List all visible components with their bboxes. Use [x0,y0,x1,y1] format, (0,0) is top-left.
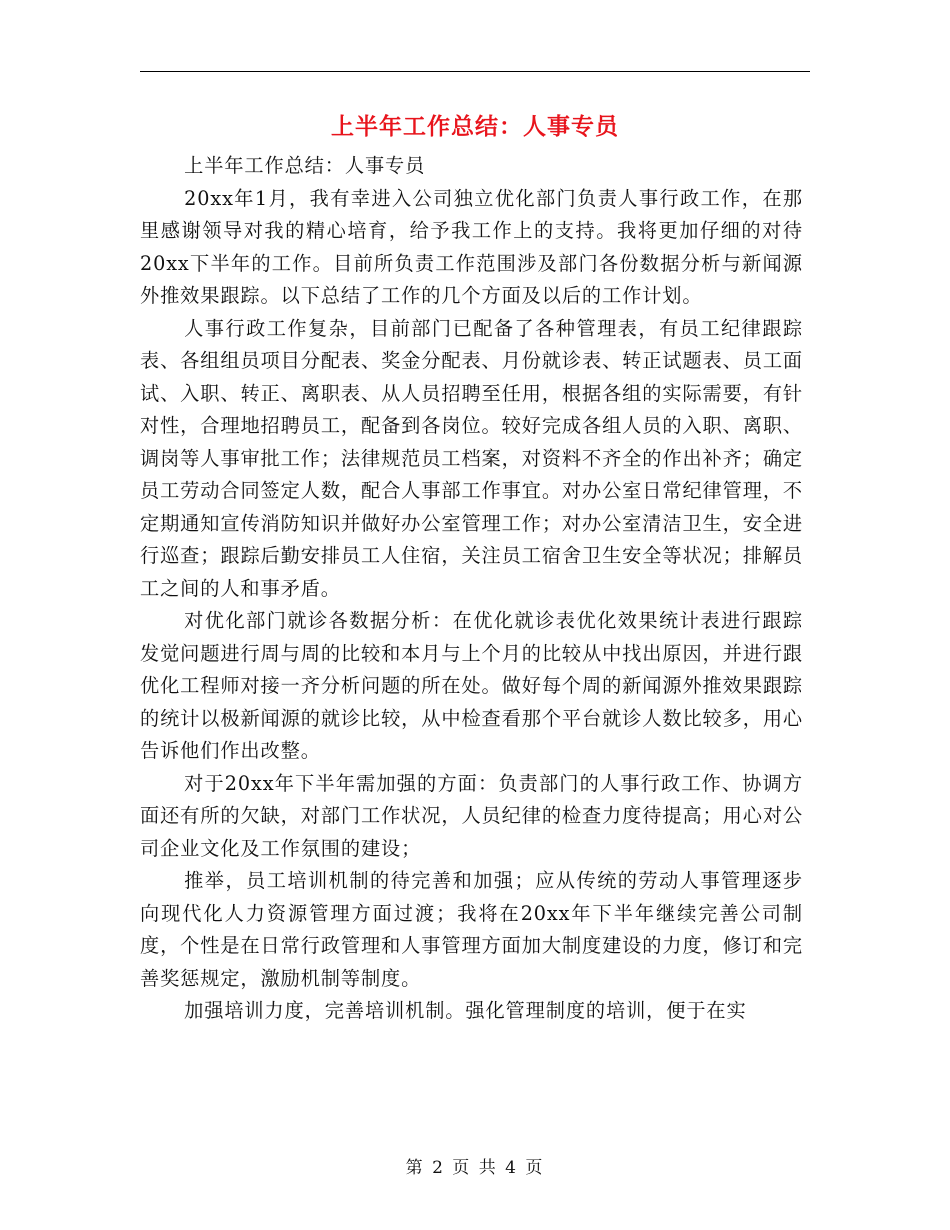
document-body [140,150,803,1028]
page-footer: 第 2 页 共 4 页 [405,1158,545,1178]
paragraph: 人事行政工作复杂，目前部门已配备了各种管理表，有员工纪律跟踪表、各组组员项目分配表、奖金分配表、月份就诊表、转正试题表、员工面试、入职、转正、离职表、从人员招聘至任用，根据各组的实际需要，有针对性，合理地招聘员工，配备到各岗位。较好完成各组人员的入职、离职、调岗等人事审批工作；法律规范员工档案，对资料不齐全的作出补齐；确定员工劳动合同签定人数，配合人事部工作事宜。对办公室日常纪律管理，不定期通知宣传消防知识并做好办公室管理工作；对办公室清洁卫生，安全进行巡查；跟踪后勤安排员工人住宿，关注员工宿舍卫生安全等状况；排解员工之间的人和事矛盾。 [140,316,803,600]
paragraph: 加强培训力度，完善培训机制。强化管理制度的培训，便于在实 [184,999,747,1022]
paragraph: 20xx年1月，我有幸进入公司独立优化部门负责人事行政工作，在那里感谢领导对我的精心培育，给予我工作上的支持。我将更加仔细的对待20xx下半年的工作。目前所负责工作范围涉及部门各份数据分析与新闻源外推效果跟踪。以下总结了工作的几个方面及以后的工作计划。 [140,186,803,307]
paragraph: 上半年工作总结：人事专员 [184,154,426,177]
paragraph: 对于20xx年下半年需加强的方面：负责部门的人事行政工作、协调方面还有所的欠缺，对部门工作状况，人员纪律的检查力度待提高；用心对公司企业文化及工作氛围的建设； [140,771,803,860]
document-title: 上半年工作总结：人事专员 [331,113,619,140]
top-rule [140,71,810,72]
paragraph: 对优化部门就诊各数据分析：在优化就诊表优化效果统计表进行跟踪发觉问题进行周与周的比较和本月与上个月的比较从中找出原因，并进行跟优化工程师对接一齐分析问题的所在处。做好每个周的新闻源外推效果跟踪的统计以极新闻源的就诊比较，从中检查看那个平台就诊人数比较多，用心告诉他们作出改整。 [140,609,803,762]
paragraph: 推举，员工培训机制的待完善和加强；应从传统的劳动人事管理逐步向现代化人力资源管理方面过渡；我将在20xx年下半年继续完善公司制度，个性是在日常行政管理和人事管理方面加大制度建设的力度，修订和完善奖惩规定，激励机制等制度。 [140,869,803,990]
